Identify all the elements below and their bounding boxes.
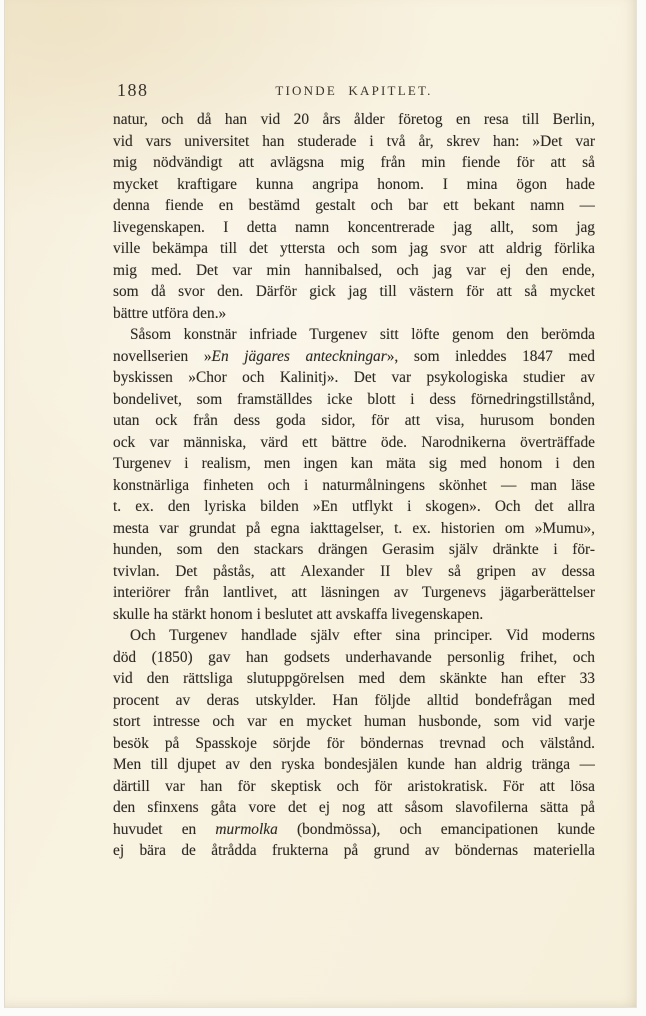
text-line: mig nödvändigt att avlägsna mig från min fiende för att så xyxy=(113,154,595,171)
text-line: hunden, som den stackars drängen Gerasim själv dränkte i för- xyxy=(113,541,595,558)
text-line: tvivlan. Det påstås, att Alexander II blev så gripen av dessa xyxy=(113,562,595,580)
page-paper xyxy=(4,0,637,1008)
text-line: Men till djupet av den ryska bondesjälen kunde han aldrig tränga — xyxy=(113,756,595,773)
text-line: livegenskapen. I detta namn koncentrerade jag allt, som jag xyxy=(113,218,595,236)
text-line: ville bekämpa till det yttersta och som jag svor att aldrig förlika xyxy=(113,240,595,257)
text-line: därtill var han för skeptisk och för aristokratisk. För att lösa xyxy=(113,777,595,795)
text-line: Turgenev i realism, men ingen kan mäta sig med honom i den xyxy=(113,455,595,472)
text-line: bondelivet, som framställdes icke blott i dess förnedringstillstånd, xyxy=(113,390,595,408)
text-line: procent av deras utskylder. Han följde alltid bondefrågan med xyxy=(113,691,595,709)
running-header: TIONDE KAPITLET. xyxy=(275,83,433,98)
text-line: som då svor den. Därför gick jag till västern för att så mycket xyxy=(113,283,595,300)
text-line: konstnärliga finheten och i naturmålningens skönhet — man läse xyxy=(113,476,595,494)
text-line: mycket kraftigare kunna angripa honom. I mina ögon hade xyxy=(113,175,595,193)
text-line: t. ex. den lyriska bilden »En utflykt i skogen». Och det allra xyxy=(113,498,595,515)
text-line: död (1850) gav han godsets underhavande personlig frihet, och xyxy=(113,648,595,666)
text-line: vid vars universitet han studerade i två år, skrev han: »Det var xyxy=(113,132,595,150)
body-text xyxy=(113,109,595,862)
text-line: besök på Spasskoje sörjde för böndernas trevnad och välstånd. xyxy=(113,734,595,752)
text-line: vid den rättsliga slutuppgörelsen med dem skänkte han efter 33 xyxy=(113,670,595,687)
text-line: utan ock från dess goda sidor, för att visa, hurusom bonden xyxy=(113,412,595,429)
text-line: bättre utföra den.» xyxy=(113,304,227,322)
text-line: Såsom konstnär infriade Turgenev sitt löfte genom den berömda xyxy=(130,326,595,343)
text-line: skulle ha stärkt honom i beslutet att avskaffa livegenskapen. xyxy=(113,605,484,623)
page-number: 188 xyxy=(117,80,149,100)
text-line: mig med. Det var min hannibalsed, och jag var ej den ende, xyxy=(113,261,595,279)
text-line: Och Turgenev handlade själv efter sina principer. Vid moderns xyxy=(130,627,595,644)
text-line: ock var människa, värd ett bättre öde. Narodnikerna överträffade xyxy=(113,433,595,451)
text-line: byskissen »Chor och Kalinitj». Det var psykologiska studier av xyxy=(113,369,595,386)
text-line: stort intresse och var en mycket human husbonde, som vid varje xyxy=(113,713,595,730)
text-line: ej bära de åtrådda frukterna på grund av böndernas materiella xyxy=(113,842,595,859)
text-line: den sfinxens gåta vore det ej nog att såsom slavofilerna sätta på xyxy=(113,799,595,816)
text-line: novellserien »En jägares anteckningar», som inleddes 1847 med xyxy=(113,347,595,365)
text-line: denna fiende en bestämd gestalt och bar ett bekant namn — xyxy=(113,197,595,214)
text-line: huvudet en murmolka (bondmössa), och emancipationen kunde xyxy=(113,820,595,838)
text-line: mesta var grundat på egna iakttagelser, t. ex. historien om »Mumu», xyxy=(113,519,595,537)
text-line: interiörer från lantlivet, att läsningen av Turgenevs jägarberättelser xyxy=(113,584,595,601)
text-line: natur, och då han vid 20 års ålder företog en resa till Berlin, xyxy=(113,111,595,128)
